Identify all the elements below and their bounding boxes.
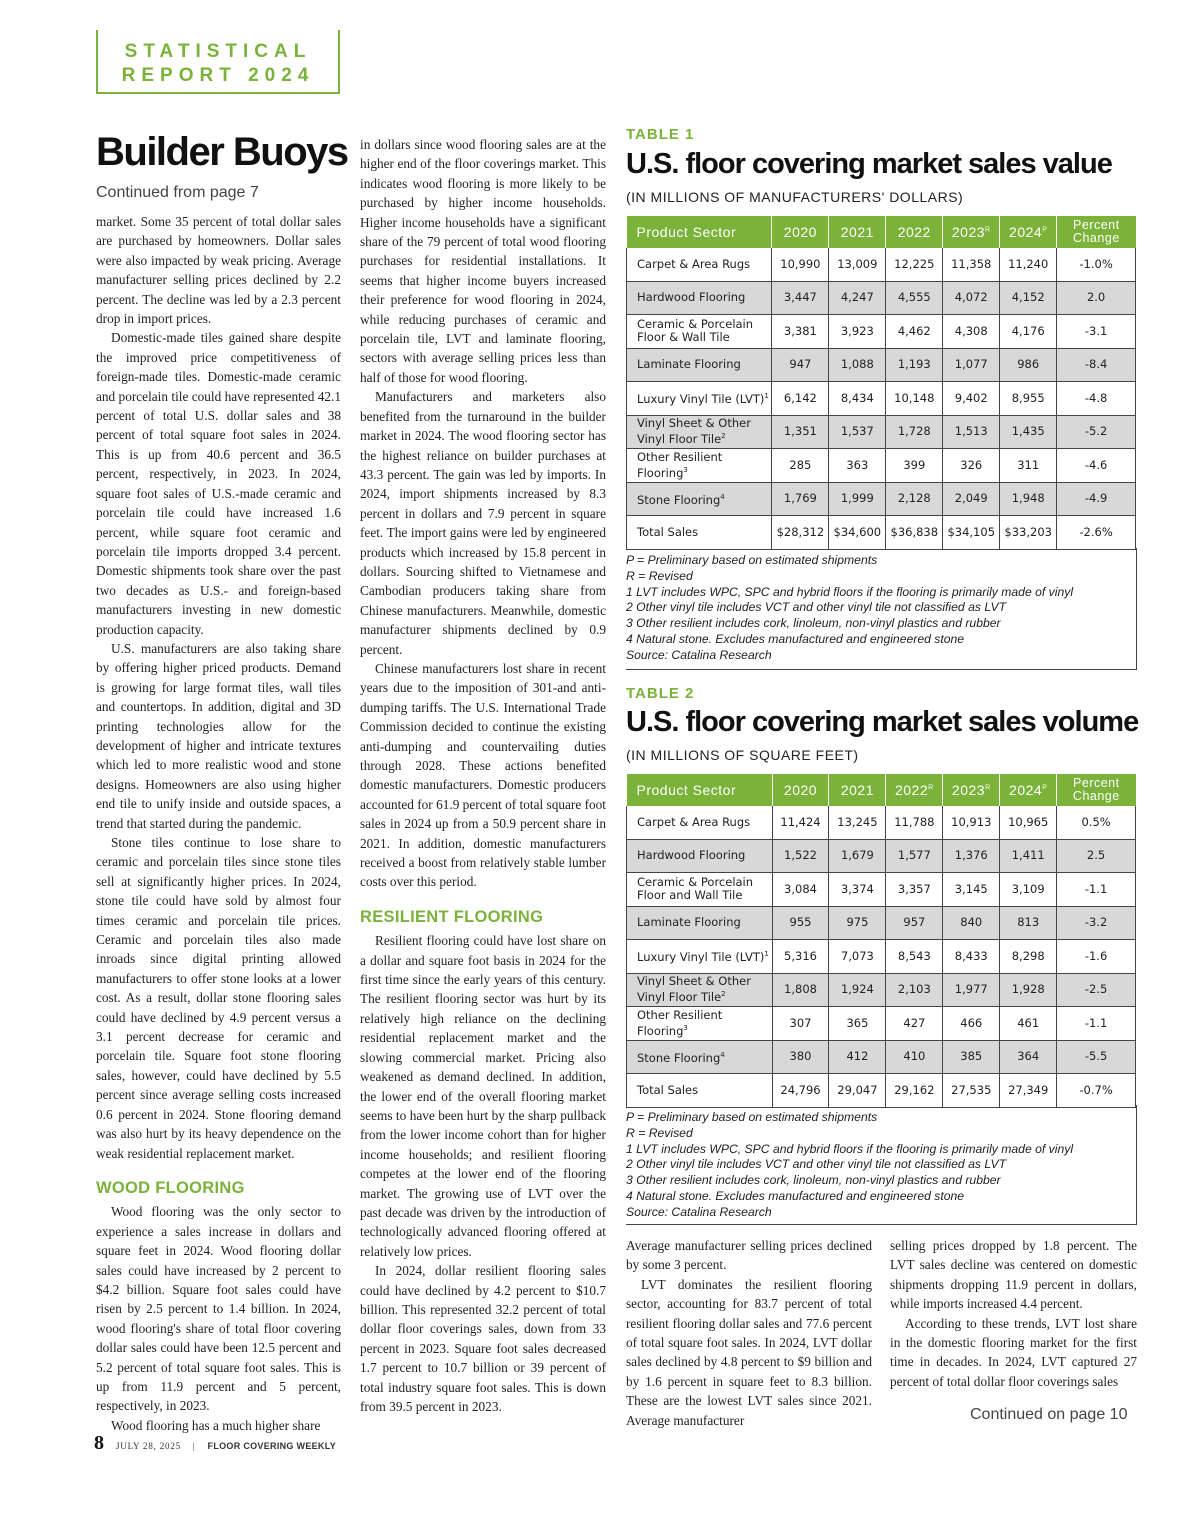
cell: $34,105: [943, 516, 1000, 550]
col-header-sector: Product Sector: [627, 774, 773, 806]
footer-publication: FLOOR COVERING WEEKLY: [207, 1441, 337, 1451]
cell: 986: [1000, 348, 1057, 382]
note: 2 Other vinyl tile includes VCT and other vinyl tile not classified as LVT: [626, 1157, 1007, 1172]
cell: 11,240: [1000, 248, 1057, 281]
col-header-2023: $2023^R$: [943, 774, 1000, 806]
cell: 957: [886, 906, 943, 940]
cell: $34,600: [829, 516, 886, 550]
note: 4 Natural stone. Excludes manufactured and engineered stone: [626, 1188, 965, 1203]
cell: 380: [772, 1040, 829, 1074]
table1-notes: [626, 553, 1073, 664]
paragraph: In 2024, dollar resilient flooring sales could have declined by 4.2 percent to $10.7 billion. This represented 32.2 percent of total dollar floor coverings sales, down from 33 percent in 2023. Square foot sales decreased 1.7 percent to 10.7 billion or 39 percent of total industry square foot sales. This is down from 39.5 percent in 2023.: [360, 1263, 606, 1414]
cell: 1,376: [943, 839, 1000, 873]
divider: [626, 1224, 1137, 1225]
cell: 1,522: [772, 839, 829, 873]
cell: 5,316: [772, 940, 829, 974]
cell-change: -1.0%: [1057, 248, 1136, 281]
cell: 11,358: [943, 248, 1000, 281]
cell: 24,796: [772, 1074, 829, 1108]
table-row: [627, 839, 1136, 873]
cell: 1,193: [886, 348, 943, 382]
cell-change: -4.6: [1057, 449, 1136, 483]
table2-units: (IN MILLIONS OF SQUARE FEET): [626, 747, 859, 763]
col-header-2024: $2024^P$: [1000, 216, 1057, 248]
paragraph: U.S. manufacturers are also taking share by offering higher priced products. Demand is growing for large format tiles, wall tiles and countertops. In addition, digital and 3D printing technologies allow for the development of higher and intricate textures which led to more realistic wood and stone designs. Homeowners are also using higher end tile to unify inside and outside spaces, a trend that started during the pandemic.: [96, 640, 341, 831]
cell: $28,312: [772, 516, 829, 550]
cell: 1,924: [829, 973, 886, 1007]
paragraph: Wood flooring was the only sector to experience a sales increase in dollars and square feet in 2024. Wood flooring dollar sales could have increased by 2 percent to $4.2 billion. Square foot sales could have risen by 2.5 percent to 1.4 billion. In 2024, wood flooring's share of total floor covering dollar sales could have been 12.5 percent and 5.2 percent of total square foot sales. This is up from 11.9 percent and 5 percent, respectively, in 2023.: [96, 1204, 341, 1414]
section-heading-wood: WOOD FLOORING: [96, 1178, 245, 1197]
row-label: Other Resilient Flooring$^3$: [627, 449, 772, 483]
row-label: Stone Flooring$^4$: [627, 1040, 773, 1074]
table2-notes: [626, 1110, 1073, 1221]
cell: 1,977: [943, 973, 1000, 1007]
cell: 813: [1000, 906, 1057, 940]
cell: 3,109: [1000, 873, 1057, 907]
table-row: [627, 315, 1136, 349]
table-row: [627, 281, 1136, 315]
cell-change: -2.6%: [1057, 516, 1136, 550]
cell: 1,537: [829, 415, 886, 449]
paragraph: Stone tiles continue to lose share to ceramic and porcelain tiles since stone tiles sell at significantly higher prices. In 2024, stone tile could have sold by almost four times ceramic and porcelain tile prices. Ceramic and porcelain tiles also made inroads since digital printing allowed manufacturers to offer stone looks at a lower cost. As a result, dollar stone flooring sales could have declined by 4.9 percent versus a 3.1 percent decrease for ceramic and porcelain tile. Square foot stone flooring sales, however, could have declined by 5.5 percent since average selling costs increased 0.6 percent in 2024. Stone flooring demand was also hurt by its heavy dependence on the weak residential replacement market.: [96, 835, 341, 1161]
cell: 840: [943, 906, 1000, 940]
cell: 1,948: [1000, 482, 1057, 516]
cell-change: -3.2: [1057, 906, 1136, 940]
cell-change: -4.9: [1057, 482, 1136, 516]
row-label: Stone Flooring$^4$: [627, 482, 772, 516]
note: 1 LVT includes WPC, SPC and hybrid floors if the flooring is primarily made of vinyl: [626, 584, 1074, 599]
table-header-row: [627, 216, 1136, 248]
table1-units: (IN MILLIONS OF MANUFACTURERS' DOLLARS): [626, 189, 964, 205]
continued-from: Continued from page 7: [96, 184, 259, 201]
cell: 2,128: [886, 482, 943, 516]
cell: 8,433: [943, 940, 1000, 974]
cell-change: -8.4: [1057, 348, 1136, 382]
table1-label: TABLE 1: [626, 126, 695, 143]
table-header-row: [627, 774, 1136, 806]
note: P = Preliminary based on estimated shipments: [626, 553, 878, 567]
col-header-percent-change: Percent Change: [1057, 774, 1136, 806]
article-column-4: [890, 1236, 1137, 1391]
cell: 11,424: [772, 806, 829, 839]
cell: 1,928: [1000, 973, 1057, 1007]
cell: 1,411: [1000, 839, 1057, 873]
cell-change: 0.5%: [1057, 806, 1136, 839]
paragraph: Manufacturers and marketers also benefited from the turnaround in the builder market in 2024. The wood flooring sector has the highest reliance on builder purchases at 43.3 percent. The gain was led by imports. In 2024, import shipments increased by 8.3 percent in dollars and 7.9 percent in square feet. The import gains were led by engineered products which increased by 15.8 percent in dollars. Sourcing shifted to Vietnamese and Cambodian producers taking share from Chinese manufacturers. Meanwhile, domestic manufacturer shipments declined by 0.9 percent.: [360, 389, 606, 657]
row-label: Total Sales: [627, 516, 772, 550]
cell-change: 2.5: [1057, 839, 1136, 873]
cell: 4,247: [829, 281, 886, 315]
table-row: [627, 906, 1136, 940]
cell: 27,349: [1000, 1074, 1057, 1108]
col-header-2022: $2022^R$: [886, 774, 943, 806]
cell: 10,990: [772, 248, 829, 281]
cell: 1,728: [886, 415, 943, 449]
cell: 3,923: [829, 315, 886, 349]
paragraph: LVT dominates the resilient flooring sector, accounting for 83.7 percent of total resilient flooring dollar sales and 77.6 percent of total square foot sales. In 2024, LVT dollar sales declined by 4.8 percent to $9 billion and by 1.6 percent in square feet to 8.3 billion. These are the lowest LVT sales since 2021. Average manufacturer: [626, 1276, 872, 1428]
paragraph: Wood flooring has a much higher share: [111, 1417, 321, 1433]
table-row: [627, 806, 1136, 839]
table1-title: U.S. floor covering market sales value: [626, 148, 1112, 180]
divider: [1136, 1105, 1137, 1224]
table-row: [627, 873, 1136, 907]
header-line-1: STATISTICAL: [124, 41, 312, 62]
article-column-1: [96, 212, 341, 1435]
cell: $33,203: [1000, 516, 1057, 550]
note: Source: Catalina Research: [626, 1204, 772, 1219]
cell: 955: [772, 906, 829, 940]
table-row: [627, 449, 1136, 483]
row-label: Total Sales: [627, 1074, 773, 1108]
table-row: [627, 940, 1136, 974]
report-header: [96, 30, 340, 94]
cell-change: -2.5: [1057, 973, 1136, 1007]
cell: 1,769: [772, 482, 829, 516]
paragraph: Chinese manufacturers lost share in recent years due to the imposition of 301-and anti-dumping tariffs. The U.S. International Trade Commission decided to continue the existing anti-dumping and countervailing duties through 2028. These actions benefited domestic manufacturers. Domestic producers accounted for 61.9 percent of total square foot sales in 2024 up from a 50.9 percent share in 2021. In addition, domestic manufacturers received a boost from relatively stable lumber costs over this period.: [360, 660, 606, 890]
table2-label: TABLE 2: [626, 685, 695, 702]
table-row: [627, 415, 1136, 449]
page-number: 8: [94, 1432, 104, 1454]
col-header-2022: 2022: [886, 216, 943, 248]
page-footer: [94, 1432, 336, 1455]
cell: 6,142: [772, 382, 829, 416]
row-label: Laminate Flooring: [627, 348, 772, 382]
cell: 307: [772, 1007, 829, 1041]
cell-change: -1.1: [1057, 1007, 1136, 1041]
row-label: Ceramic & Porcelain Floor & Wall Tile: [627, 315, 772, 349]
cell-change: -5.5: [1057, 1040, 1136, 1074]
row-label: Laminate Flooring: [627, 906, 773, 940]
cell: 399: [886, 449, 943, 483]
continued-on: Continued on page 10: [970, 1406, 1128, 1423]
col-header-2021: 2021: [829, 774, 886, 806]
note: 3 Other resilient includes cork, linoleum, non-vinyl plastics and rubber: [626, 1173, 1001, 1188]
cell: 412: [829, 1040, 886, 1074]
paragraph: Resilient flooring could have lost share on a dollar and square foot basis in 2024 for the first time since the early years of this century. The resilient flooring sector was hurt by its relatively high reliance on the declining residential replacement market and the slowing commercial market. Pricing also weakened as demand declined. In addition, the lower end of the overall flooring market seems to have been hurt by the sharp pullback from the lower income cohort than for higher income households; and resilient flooring competes at the lower end of the flooring market. The growing use of LVT over the past decade was driven by the introduction of technologically advanced flooring offered at relatively low prices.: [360, 933, 606, 1259]
cell: 1,088: [829, 348, 886, 382]
cell: 13,009: [829, 248, 886, 281]
paragraph: in dollars since wood flooring sales are at the higher end of the floor coverings market. This indicates wood flooring is more likely to be purchased by higher income households. Higher income households have a significant share of the 79 percent of total wood flooring purchases for residential installations. It seems that higher income buyers increased their preference for wood flooring in 2024, while reducing purchases of ceramic and porcelain tile, LVT and laminate flooring, sectors with average selling prices less than half of those for wood flooring.: [360, 137, 606, 385]
table2-data: [626, 774, 1136, 1108]
cell: 13,245: [829, 806, 886, 839]
row-label: Carpet & Area Rugs: [627, 806, 773, 839]
cell: 466: [943, 1007, 1000, 1041]
cell: 10,965: [1000, 806, 1057, 839]
section-heading-resilient: RESILIENT FLOORING: [360, 907, 544, 926]
paragraph: market. Some 35 percent of total dollar sales are purchased by homeowners. Dollar sales were also impacted by weak pricing. Average manufacturer selling prices declined by 2.2 percent. The decline was led by a 2.3 percent drop in import prices.: [96, 214, 341, 327]
cell: 29,162: [886, 1074, 943, 1108]
cell: 11,788: [886, 806, 943, 839]
divider: [1136, 548, 1137, 669]
cell: 363: [829, 449, 886, 483]
table-row: [627, 1007, 1136, 1041]
header-line-2: REPORT 2024: [121, 65, 315, 86]
cell: 1,679: [829, 839, 886, 873]
note: R = Revised: [626, 1125, 693, 1140]
row-label: Ceramic & Porcelain Floor and Wall Tile: [627, 873, 773, 907]
cell: 326: [943, 449, 1000, 483]
cell-change: -5.2: [1057, 415, 1136, 449]
note: 1 LVT includes WPC, SPC and hybrid floors if the flooring is primarily made of vinyl: [626, 1141, 1074, 1156]
row-label: Vinyl Sheet & Other Vinyl Floor Tile$^2$: [627, 415, 772, 449]
cell: 8,955: [1000, 382, 1057, 416]
cell-change: 2.0: [1057, 281, 1136, 315]
cell: 4,152: [1000, 281, 1057, 315]
cell: $36,838: [886, 516, 943, 550]
cell: 3,381: [772, 315, 829, 349]
paragraph: Domestic-made tiles gained share despite the improved price competitiveness of foreign-made tiles. Domestic-made ceramic and porcelain tile could have represented 42.1 percent of total U.S. dollar sales and 38 percent of total square foot sales in 2024. This is up from 40.6 percent and 36.5 percent, respectively, in 2023. In 2024, square foot sales of U.S.-made ceramic and porcelain tile could have increased 1.6 percent, while square foot ceramic and porcelain tile imports dropped 3.4 percent. Domestic shipments took share over the past two decades as U.S.- and foreign-based manufacturers investing in new domestic production capacity.: [96, 330, 341, 637]
cell: 10,913: [943, 806, 1000, 839]
table1-data: [626, 216, 1136, 550]
col-header-sector: Product Sector: [627, 216, 772, 248]
cell: 10,148: [886, 382, 943, 416]
cell: 975: [829, 906, 886, 940]
table-row: [627, 1040, 1136, 1074]
cell: 8,434: [829, 382, 886, 416]
cell: 1,577: [886, 839, 943, 873]
note: Source: Catalina Research: [626, 647, 772, 662]
footer-date: JULY 28, 2025: [116, 1441, 181, 1451]
cell: 1,435: [1000, 415, 1057, 449]
cell: 29,047: [829, 1074, 886, 1108]
cell: 7,073: [829, 940, 886, 974]
table-row: [627, 973, 1136, 1007]
cell: 4,555: [886, 281, 943, 315]
cell: 285: [772, 449, 829, 483]
cell: 12,225: [886, 248, 943, 281]
cell: 1,077: [943, 348, 1000, 382]
row-label: Luxury Vinyl Tile (LVT)$^1$: [627, 382, 772, 416]
cell: 9,402: [943, 382, 1000, 416]
note: R = Revised: [626, 568, 693, 583]
table-row: [627, 348, 1136, 382]
cell: 8,543: [886, 940, 943, 974]
article-column-3: [626, 1236, 872, 1430]
cell: 4,462: [886, 315, 943, 349]
cell: 947: [772, 348, 829, 382]
cell: 1,999: [829, 482, 886, 516]
note: 3 Other resilient includes cork, linoleum, non-vinyl plastics and rubber: [626, 616, 1001, 631]
col-header-2023: $2023^R$: [943, 216, 1000, 248]
cell: 1,513: [943, 415, 1000, 449]
article-title: Builder Buoys: [96, 130, 348, 174]
cell: 3,357: [886, 873, 943, 907]
cell: 461: [1000, 1007, 1057, 1041]
paragraph: According to these trends, LVT lost share in the domestic flooring market for the first time in decades. In 2024, LVT captured 27 percent of total dollar floor coverings sales: [890, 1315, 1137, 1389]
cell-change: -1.1: [1057, 873, 1136, 907]
col-header-2020: 2020: [772, 774, 829, 806]
cell-change: -4.8: [1057, 382, 1136, 416]
table2-title: U.S. floor covering market sales volume: [626, 706, 1139, 738]
table-row: [627, 248, 1136, 281]
col-header-2020: 2020: [772, 216, 829, 248]
cell: 311: [1000, 449, 1057, 483]
divider: [626, 669, 1137, 670]
cell: 3,145: [943, 873, 1000, 907]
table-row-total: [627, 516, 1136, 550]
paragraph: selling prices dropped by 1.8 percent. The LVT sales decline was centered on domestic shipments dropping 11.9 percent in dollars, while imports increased 4.4 percent.: [890, 1238, 1137, 1312]
cell: 3,084: [772, 873, 829, 907]
cell: 385: [943, 1040, 1000, 1074]
row-label: Hardwood Flooring: [627, 281, 772, 315]
row-label: Hardwood Flooring: [627, 839, 773, 873]
note: P = Preliminary based on estimated shipments: [626, 1110, 878, 1124]
cell: 4,176: [1000, 315, 1057, 349]
cell: 2,103: [886, 973, 943, 1007]
table-row: [627, 482, 1136, 516]
col-header-2021: 2021: [829, 216, 886, 248]
cell: 1,351: [772, 415, 829, 449]
table-row: [627, 382, 1136, 416]
paragraph: Average manufacturer selling prices declined by some 3 percent.: [626, 1238, 872, 1273]
cell: 365: [829, 1007, 886, 1041]
cell: 1,808: [772, 973, 829, 1007]
table-row-total: [627, 1074, 1136, 1108]
cell-change: -0.7%: [1057, 1074, 1136, 1108]
cell: 3,374: [829, 873, 886, 907]
footer-separator: |: [192, 1441, 196, 1451]
cell: 2,049: [943, 482, 1000, 516]
cell: 27,535: [943, 1074, 1000, 1108]
cell: 3,447: [772, 281, 829, 315]
cell: 8,298: [1000, 940, 1057, 974]
cell: 410: [886, 1040, 943, 1074]
col-header-percent-change: Percent Change: [1057, 216, 1136, 248]
col-header-2024: $2024^P$: [1000, 774, 1057, 806]
cell: 4,308: [943, 315, 1000, 349]
row-label: Vinyl Sheet & Other Vinyl Floor Tile$^2$: [627, 973, 773, 1007]
note: 2 Other vinyl tile includes VCT and other vinyl tile not classified as LVT: [626, 600, 1007, 615]
cell: 4,072: [943, 281, 1000, 315]
row-label: Other Resilient Flooring$^3$: [627, 1007, 773, 1041]
article-column-2: [360, 135, 606, 1416]
cell-change: -3.1: [1057, 315, 1136, 349]
note: 4 Natural stone. Excludes manufactured and engineered stone: [626, 631, 965, 646]
cell-change: -1.6: [1057, 940, 1136, 974]
cell: 364: [1000, 1040, 1057, 1074]
row-label: Luxury Vinyl Tile (LVT)$^1$: [627, 940, 773, 974]
row-label: Carpet & Area Rugs: [627, 248, 772, 281]
cell: 427: [886, 1007, 943, 1041]
